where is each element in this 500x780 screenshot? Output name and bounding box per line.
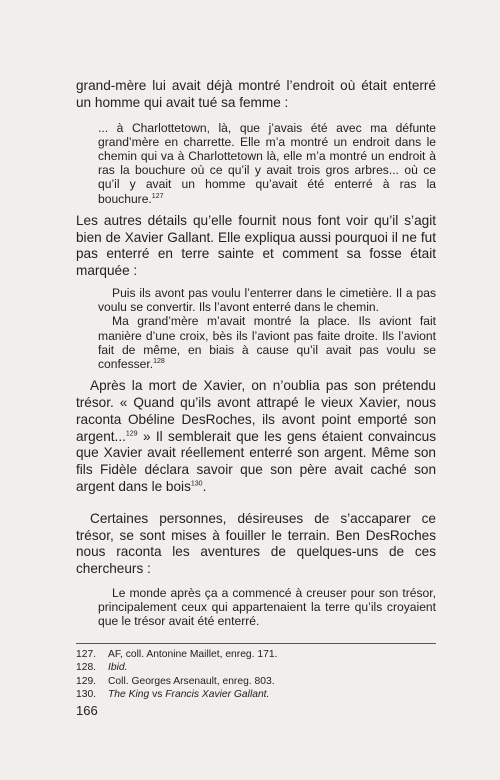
paragraph-1: grand-mère lui avait déjà montré l’endroit où était enterré un homme qui avait tué sa femme : <box>76 78 436 110</box>
page-number: 166 <box>76 703 98 718</box>
page-body <box>76 78 436 702</box>
footnote-127: 127. AF, coll. Antonine Maillet, enreg. 171. <box>76 648 278 660</box>
footnote-ref-128: 128 <box>153 357 165 365</box>
footnote-ref-129: 129 <box>125 430 138 438</box>
footnote-separator <box>76 643 436 644</box>
quote-2b: Ma grand’mère m’avait montré la place. Ils aviont fait manière d’une croix, bès ils l’aviont pas faite droite. Ils l’aviont fait de même, en biais à cause qu’il avait pas voulu se confesser.$^{128}$ <box>98 314 436 372</box>
paragraph-3: Après la mort de Xavier, on n’oublia pas son prétendu trésor. « Quand qu’ils avont attrapé le vieux Xavier, nous raconta Obéline DesRoches, ils avont point emporté son argent...$^{129}$ » Il semblerait que les gens étaient convaincus que Xavier avait réellement enterré son argent. Même son fils Fidèle déclara savoir que son père avait caché son argent dans le bois$^{130}$. <box>76 378 436 494</box>
footnote-128: 128. Ibid. <box>76 662 128 674</box>
footnote-ref-130: 130 <box>190 480 203 488</box>
quote-2a: Puis ils avont pas voulu l’enterrer dans le cimetière. Il a pas voulu se convertir. Ils l’avont enterré dans le chemin. <box>98 286 436 315</box>
footnote-130: 130. The King vs Francis Xavier Gallant. <box>76 689 270 701</box>
paragraph-2: Les autres détails qu’elle fournit nous font voir qu’il s’agit bien de Xavier Gallant. Elle expliqua aussi pourquoi il ne fut pas enterré en terre sainte et comment sa fosse était marquée : <box>76 212 436 279</box>
footnote-129: 129. Coll. Georges Arsenault, enreg. 803. <box>76 675 275 687</box>
footnote-ref-127: 127 <box>151 192 164 200</box>
quote-3: Le monde après ça a commencé à creuser pour son trésor, principalement ceux qui appartenaient la terre qu’ils croyaient que le trésor avait été enterré. <box>98 585 436 629</box>
paragraph-4: Certaines personnes, désireuses de s’accaparer ce trésor, se sont mises à fouiller le terrain. Ben DesRoches nous raconta les aventures de quelques-uns de ces chercheurs : <box>76 510 436 577</box>
quote-1: ... à Charlottetown, là, que j’avais été avec ma défunte grand’mère en charrette. Elle m’a montré un endroit dans le chemin qui va à Charlottetown là, elle m’a montré un endroit à ras la bouchure où ce qu’il y avait trois gros arbres... où ce qu’il y avait un homme qu’avait été enterré à ras la bouchure.$^{127}$ <box>98 120 436 206</box>
